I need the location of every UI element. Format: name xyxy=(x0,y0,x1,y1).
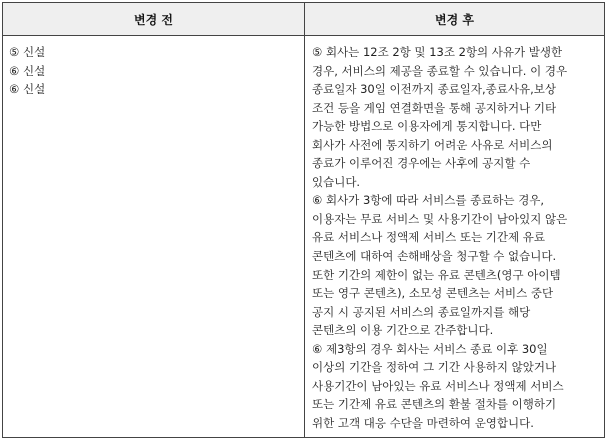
after-line: 콘텐츠의 이용 기간으로 간주합니다. xyxy=(312,323,494,338)
after-line: 또는 기간제 유료 콘텐츠의 환불 절차를 이행하기 xyxy=(312,397,557,412)
after-line: ⑤ 회사는 12조 2항 및 13조 2항의 사유가 발생한 xyxy=(312,45,563,59)
after-line: 이상의 기간을 정하여 그 기간 사용하지 않았거나 xyxy=(312,360,557,375)
before-line: ⑥ 신설 xyxy=(9,63,46,78)
after-line: 공지 시 공지된 서비스의 종료일까지를 해당 xyxy=(312,304,531,319)
after-line: ⑥ 제3항의 경우 회사는 서비스 종료 이후 30일 xyxy=(312,341,548,356)
header-after xyxy=(305,3,604,36)
after-line: 가능한 방법으로 이용자에게 통지합니다. 다만 xyxy=(312,119,542,134)
after-line: ⑥ 회사가 3항에 따라 서비스를 종료하는 경우, xyxy=(312,193,545,208)
after-line: 또는 영구 콘텐츠), 소모성 콘텐츠는 서비스 중단 xyxy=(312,286,554,301)
header-after-label: 변경 후 xyxy=(435,12,474,27)
after-line: 회사가 사전에 통지하기 어려운 사유로 서비스의 xyxy=(312,137,553,152)
header-before xyxy=(3,3,305,36)
before-line: ⑤ 신설 xyxy=(9,45,46,59)
before-line: ⑥ 신설 xyxy=(9,82,46,97)
after-line: 있습니다. xyxy=(312,174,361,189)
after-line: 유료 서비스나 정액제 서비스 또는 기간제 유료 xyxy=(312,230,546,245)
after-cell xyxy=(305,36,604,437)
after-line: 사용기간이 남아있는 유료 서비스나 정액제 서비스 xyxy=(312,378,564,393)
after-line: 종료일자 30일 이전까지 종료일자,종료사유,보상 xyxy=(312,82,556,97)
after-line: 종료가 이루어진 경우에는 사후에 공지할 수 xyxy=(312,156,531,171)
after-line: 또한 기간의 제한이 없는 유료 콘텐츠(영구 아이템 xyxy=(312,267,561,282)
after-line: 조건 등을 게임 연결화면을 통해 공지하거나 기타 xyxy=(312,100,557,115)
after-line: 위한 고객 대응 수단을 마련하여 운영합니다. xyxy=(312,415,534,430)
after-line: 콘텐츠에 대하여 손해배상을 청구할 수 없습니다. xyxy=(312,249,557,264)
header-before-label: 변경 전 xyxy=(134,12,173,27)
after-line: 이용자는 무료 서비스 및 사용기간이 남아있지 않은 xyxy=(312,211,568,226)
after-line: 경우, 서비스의 제공을 종료할 수 있습니다. 이 경우 xyxy=(312,63,568,78)
comparison-table xyxy=(2,2,605,438)
before-cell xyxy=(3,36,305,437)
